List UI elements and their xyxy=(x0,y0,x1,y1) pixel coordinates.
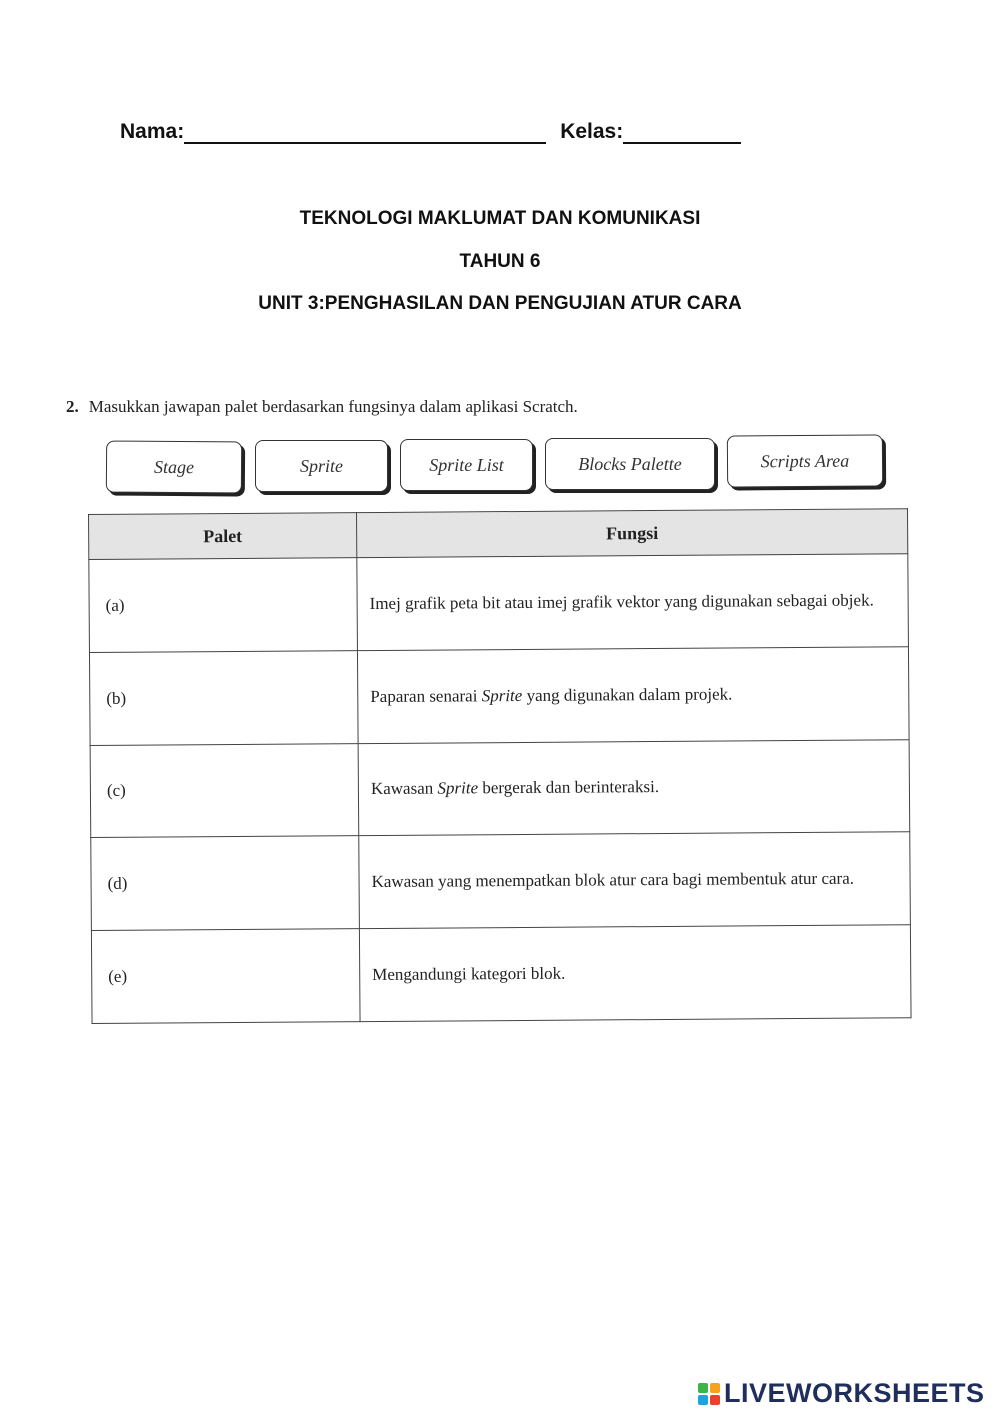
row-label: (c) xyxy=(106,781,126,801)
table-row xyxy=(91,925,911,1024)
option-scripts-area[interactable]: Scripts Area xyxy=(727,434,883,487)
logo-square-icon xyxy=(698,1383,708,1393)
question-number: 2. xyxy=(66,397,79,416)
table-row xyxy=(91,832,911,931)
liveworksheets-logo xyxy=(698,1378,985,1409)
option-blocks-palette[interactable]: Blocks Palette xyxy=(545,438,715,490)
palet-answer-e[interactable] xyxy=(91,929,360,1024)
row-label: (a) xyxy=(105,595,125,615)
fungsi-emphasis: Sprite xyxy=(481,685,523,705)
fungsi-emphasis: Sprite xyxy=(437,778,479,798)
kelas-blank[interactable] xyxy=(623,122,741,144)
palet-fungsi-table xyxy=(88,508,912,1024)
row-label: (d) xyxy=(107,874,128,894)
palet-answer-c[interactable] xyxy=(90,743,359,838)
logo-square-icon xyxy=(698,1395,708,1405)
logo-square-icon xyxy=(710,1395,720,1405)
subject-title: TEKNOLOGI MAKLUMAT DAN KOMUNIKASI xyxy=(299,208,701,229)
kelas-label: Kelas: xyxy=(560,120,624,143)
fungsi-text: Mengandungi kategori blok. xyxy=(372,963,566,984)
fungsi-text-end: yang digunakan dalam projek. xyxy=(522,684,733,705)
brand-name: LIVEWORKSHEETS xyxy=(724,1378,985,1408)
liveworksheets-logo-icon xyxy=(698,1383,720,1405)
fungsi-text-end: bergerak dan berinteraksi. xyxy=(478,777,660,798)
fungsi-text: Kawasan xyxy=(370,778,438,799)
student-info-row xyxy=(120,120,820,144)
fungsi-text: Imej grafik peta bit atau imej grafik vektor yang digunakan sebagai objek. xyxy=(369,590,874,613)
fungsi-text: Paparan senarai xyxy=(370,685,482,706)
fungsi-cell xyxy=(359,832,911,929)
fungsi-text: Kawasan yang menempatkan blok atur cara bagi membentuk atur cara. xyxy=(371,868,855,892)
palet-answer-d[interactable] xyxy=(91,836,360,931)
palet-answer-a[interactable] xyxy=(89,558,358,653)
logo-square-icon xyxy=(710,1383,720,1393)
table-row xyxy=(89,647,909,746)
fungsi-cell xyxy=(358,739,910,836)
option-stage[interactable]: Stage xyxy=(106,441,242,494)
question-instruction xyxy=(66,397,578,417)
fungsi-cell xyxy=(357,647,909,744)
question-text: Masukkan jawapan palet berdasarkan fungsinya dalam aplikasi Scratch. xyxy=(88,397,578,416)
fungsi-cell xyxy=(357,554,909,651)
nama-blank[interactable] xyxy=(184,122,546,144)
fungsi-cell xyxy=(359,925,911,1022)
table-row xyxy=(89,554,909,653)
palet-answer-b[interactable] xyxy=(89,650,358,745)
table-header-row xyxy=(89,509,908,560)
row-label: (e) xyxy=(108,966,128,986)
option-sprite-list[interactable]: Sprite List xyxy=(400,439,533,491)
year-title: TAHUN 6 xyxy=(459,251,541,272)
row-label: (b) xyxy=(106,688,127,708)
table-row xyxy=(90,739,910,838)
answer-options xyxy=(106,438,896,498)
nama-label: Nama: xyxy=(120,120,185,143)
option-sprite[interactable]: Sprite xyxy=(255,440,388,492)
header-fungsi: Fungsi xyxy=(356,509,907,558)
unit-title: UNIT 3:PENGHASILAN DAN PENGUJIAN ATUR CARA xyxy=(258,293,742,314)
header-palet: Palet xyxy=(89,513,357,560)
